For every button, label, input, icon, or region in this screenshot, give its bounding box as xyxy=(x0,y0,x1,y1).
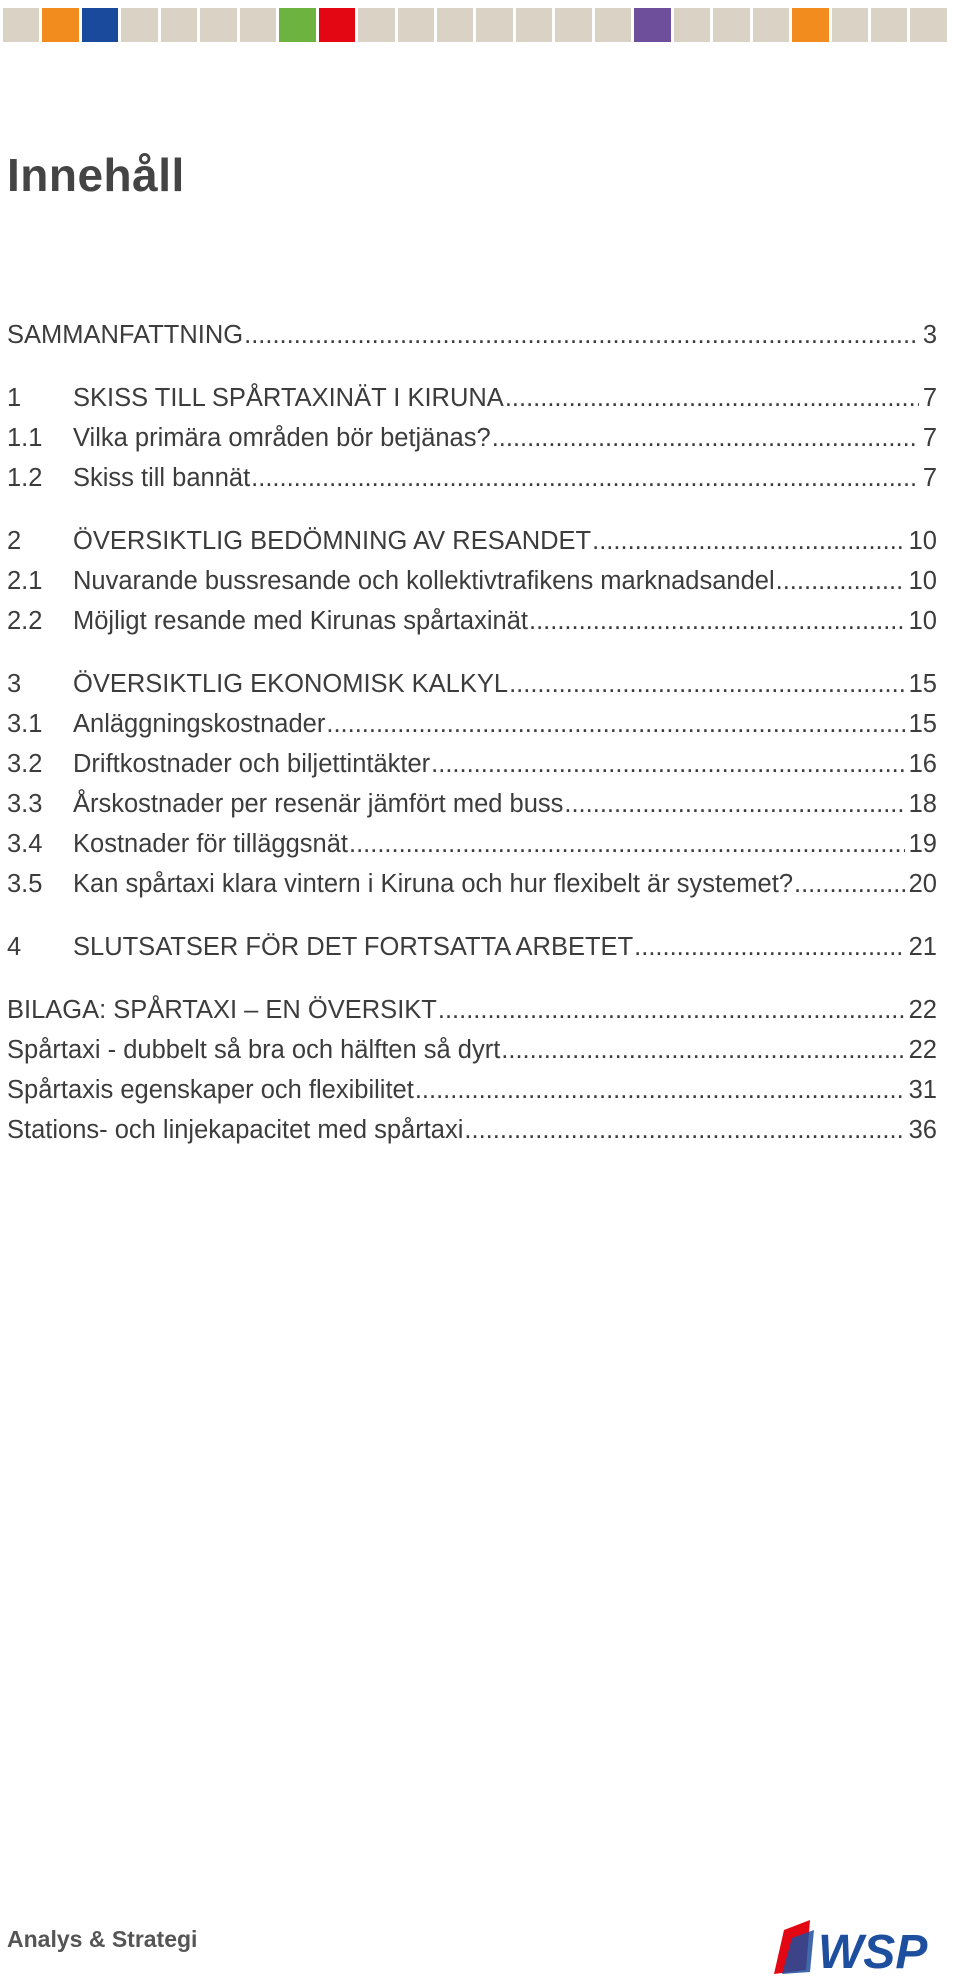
toc-entry[interactable] xyxy=(7,1030,937,1070)
color-block xyxy=(634,8,670,42)
toc-entry-number: 1.2 xyxy=(7,464,43,492)
color-block xyxy=(82,8,118,42)
toc-dot-leader xyxy=(244,315,919,355)
toc-entry[interactable] xyxy=(7,824,937,864)
color-block xyxy=(792,8,828,42)
toc-entry-title: SLUTSATSER FÖR DET FORTSATTA ARBETET xyxy=(73,933,634,961)
toc-entry[interactable] xyxy=(7,561,937,601)
toc-entry[interactable] xyxy=(7,1110,937,1150)
toc-dot-leader xyxy=(564,784,904,824)
toc-entry[interactable] xyxy=(7,1070,937,1110)
page-title: Innehåll xyxy=(7,149,185,201)
toc-entry[interactable] xyxy=(7,418,937,458)
toc-group xyxy=(7,521,937,641)
toc-entry-page: 10 xyxy=(908,607,937,635)
toc-entry-number: 3.4 xyxy=(7,830,43,858)
toc-entry-number: 3.5 xyxy=(7,870,43,898)
toc-dot-leader xyxy=(592,521,904,561)
toc-entry-page: 19 xyxy=(908,830,937,858)
toc-dot-leader xyxy=(505,378,919,418)
toc-dot-leader xyxy=(501,1030,904,1070)
toc-group xyxy=(7,315,937,355)
toc-group xyxy=(7,378,937,498)
toc-entry[interactable] xyxy=(7,601,937,641)
toc-entry-title: ÖVERSIKTLIG EKONOMISK KALKYL xyxy=(73,670,509,698)
color-block xyxy=(555,8,591,42)
toc-entry-page: 20 xyxy=(908,870,937,898)
color-block xyxy=(516,8,552,42)
toc-entry-title: Årskostnader per resenär jämfört med buss xyxy=(73,790,564,818)
color-block xyxy=(42,8,78,42)
toc-dot-leader xyxy=(349,824,905,864)
toc-entry-page: 10 xyxy=(908,567,937,595)
toc-entry-page: 7 xyxy=(922,464,937,492)
toc-entry-number: 2.1 xyxy=(7,567,43,595)
color-block xyxy=(161,8,197,42)
toc-entry[interactable] xyxy=(7,927,937,967)
toc-entry-title: Skiss till bannät xyxy=(73,464,251,492)
color-block xyxy=(910,8,946,42)
toc-entry-page: 36 xyxy=(908,1116,937,1144)
toc-entry-number: 3 xyxy=(7,670,22,698)
color-block xyxy=(871,8,907,42)
color-block xyxy=(279,8,315,42)
toc-entry[interactable] xyxy=(7,704,937,744)
color-block xyxy=(3,8,39,42)
toc-entry[interactable] xyxy=(7,664,937,704)
toc-dot-leader xyxy=(431,744,904,784)
toc-dot-leader xyxy=(509,664,905,704)
toc-entry-number: 2 xyxy=(7,527,22,555)
toc-entry-title: Stations- och linjekapacitet med spårtaxi xyxy=(7,1116,464,1144)
toc-entry-page: 21 xyxy=(908,933,937,961)
toc-group xyxy=(7,927,937,967)
toc-entry-title: Kan spårtaxi klara vintern i Kiruna och hur flexibelt är systemet? xyxy=(73,870,794,898)
color-block xyxy=(595,8,631,42)
logo-text: WSP xyxy=(818,1926,928,1976)
toc-group xyxy=(7,990,937,1150)
toc-dot-leader xyxy=(794,864,905,904)
toc-entry-title: SAMMANFATTNING xyxy=(7,321,244,349)
toc-entry-title: Nuvarande bussresande och kollektivtrafikens marknadsandel xyxy=(73,567,775,595)
color-block xyxy=(200,8,236,42)
toc-entry-title: Spårtaxis egenskaper och flexibilitet xyxy=(7,1076,414,1104)
toc-entry[interactable] xyxy=(7,864,937,904)
table-of-contents xyxy=(7,315,937,1173)
color-block xyxy=(437,8,473,42)
toc-entry[interactable] xyxy=(7,378,937,418)
toc-entry-title: Möjligt resande med Kirunas spårtaxinät xyxy=(73,607,528,635)
toc-dot-leader xyxy=(415,1070,905,1110)
header-color-strip xyxy=(3,8,947,42)
footer-department-label: Analys & Strategi xyxy=(7,1926,198,1952)
toc-dot-leader xyxy=(464,1110,904,1150)
toc-entry-page: 7 xyxy=(922,384,937,412)
toc-entry-page: 31 xyxy=(908,1076,937,1104)
toc-dot-leader xyxy=(492,418,919,458)
toc-entry[interactable] xyxy=(7,990,937,1030)
toc-entry[interactable] xyxy=(7,521,937,561)
toc-entry-number: 2.2 xyxy=(7,607,43,635)
toc-entry-page: 18 xyxy=(908,790,937,818)
toc-dot-leader xyxy=(634,927,904,967)
toc-entry-number: 3.2 xyxy=(7,750,43,778)
wsp-logo xyxy=(770,1916,952,1976)
toc-entry-page: 10 xyxy=(908,527,937,555)
toc-entry-page: 22 xyxy=(908,1036,937,1064)
toc-group xyxy=(7,664,937,904)
color-block xyxy=(832,8,868,42)
toc-entry[interactable] xyxy=(7,744,937,784)
toc-entry[interactable] xyxy=(7,458,937,498)
toc-entry-page: 15 xyxy=(908,710,937,738)
toc-dot-leader xyxy=(438,990,905,1030)
toc-dot-leader xyxy=(776,561,905,601)
toc-entry-number: 3.1 xyxy=(7,710,43,738)
toc-dot-leader xyxy=(529,601,905,641)
toc-entry-page: 3 xyxy=(922,321,937,349)
toc-entry-title: Kostnader för tilläggsnät xyxy=(73,830,348,858)
toc-entry[interactable] xyxy=(7,784,937,824)
toc-entry-number: 1.1 xyxy=(7,424,43,452)
toc-entry-page: 22 xyxy=(908,996,937,1024)
toc-entry-number: 1 xyxy=(7,384,22,412)
color-block xyxy=(713,8,749,42)
color-block xyxy=(476,8,512,42)
color-block xyxy=(674,8,710,42)
color-block xyxy=(319,8,355,42)
toc-entry-number: 4 xyxy=(7,933,22,961)
toc-entry-title: Spårtaxi - dubbelt så bra och hälften så dyrt xyxy=(7,1036,501,1064)
color-block xyxy=(121,8,157,42)
toc-entry-page: 15 xyxy=(908,670,937,698)
color-block xyxy=(240,8,276,42)
toc-entry[interactable] xyxy=(7,315,937,355)
toc-entry-number: 3.3 xyxy=(7,790,43,818)
toc-entry-title: ÖVERSIKTLIG BEDÖMNING AV RESANDET xyxy=(73,527,592,555)
toc-dot-leader xyxy=(326,704,904,744)
toc-entry-title: Vilka primära områden bör betjänas? xyxy=(73,424,491,452)
color-block xyxy=(358,8,394,42)
toc-entry-page: 7 xyxy=(922,424,937,452)
toc-entry-page: 16 xyxy=(908,750,937,778)
toc-entry-title: Anläggningskostnader xyxy=(73,710,326,738)
toc-dot-leader xyxy=(251,458,919,498)
color-block xyxy=(753,8,789,42)
toc-entry-title: Driftkostnader och biljettintäkter xyxy=(73,750,431,778)
toc-entry-title: SKISS TILL SPÅRTAXINÄT I KIRUNA xyxy=(73,384,504,412)
color-block xyxy=(398,8,434,42)
toc-entry-title: BILAGA: SPÅRTAXI – EN ÖVERSIKT xyxy=(7,996,437,1024)
